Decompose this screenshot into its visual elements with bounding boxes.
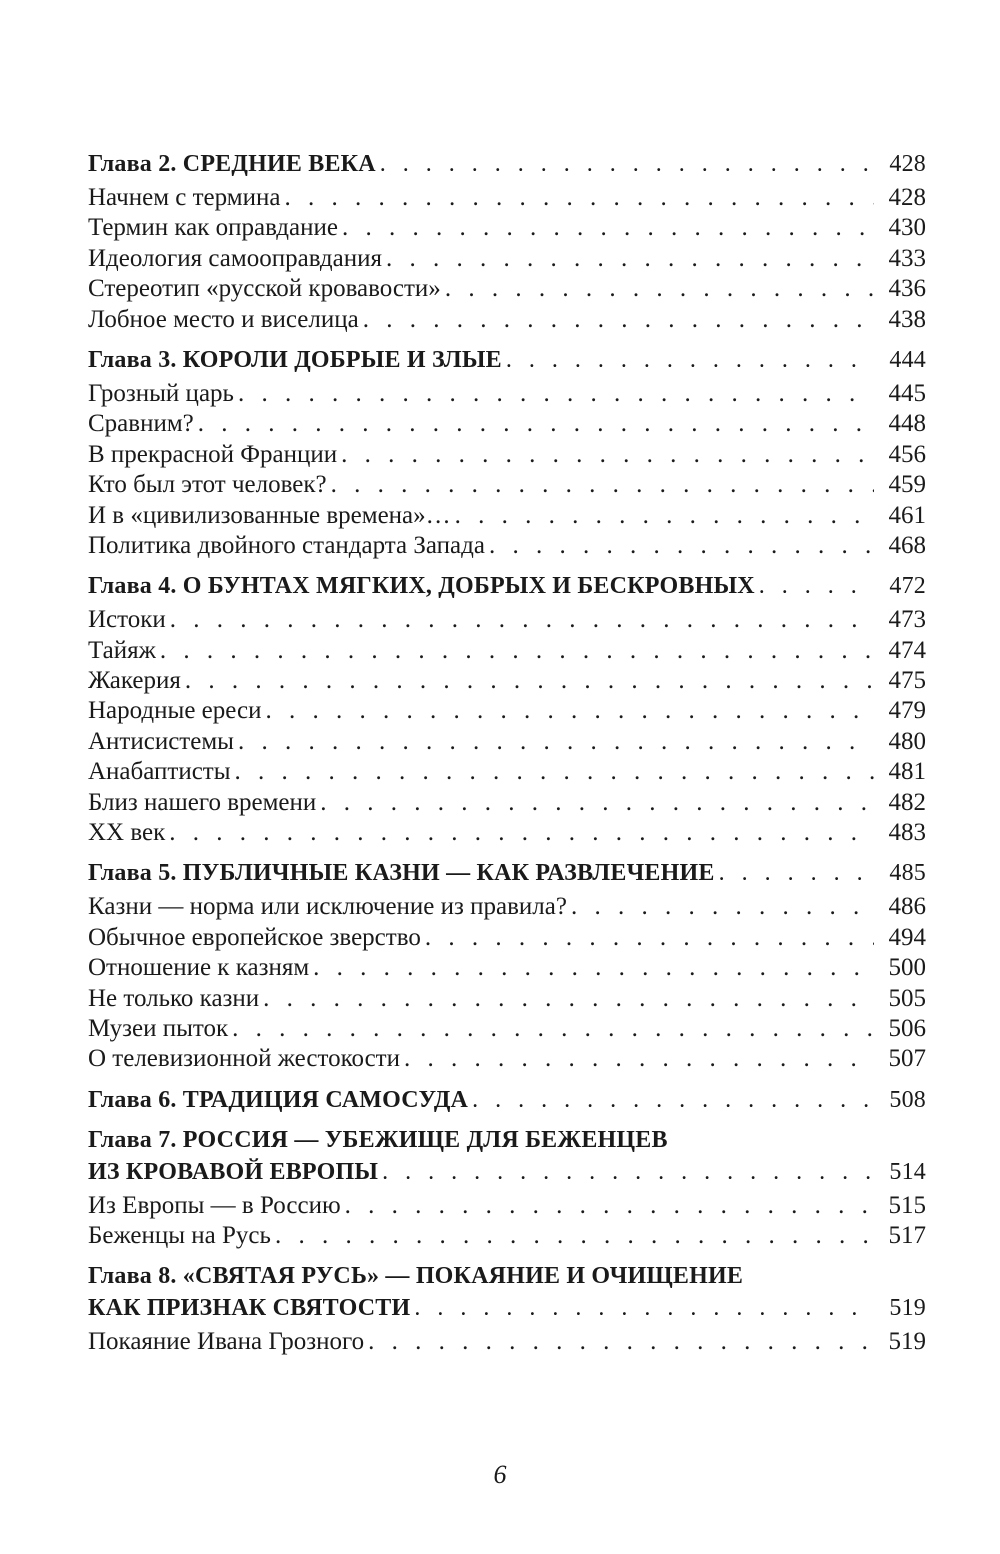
entry-page: 515 (888, 1191, 926, 1219)
entry-title: Народные ереси (88, 697, 262, 725)
entry-page: 500 (888, 954, 926, 982)
toc-entry[interactable] (88, 379, 926, 409)
dot-leader (263, 984, 874, 1014)
entry-title: Начнем с термина (88, 184, 281, 211)
dot-leader (380, 148, 874, 180)
dot-leader (170, 605, 874, 635)
entry-page: 448 (888, 410, 926, 438)
entry-title: О телевизионной жестокости (88, 1045, 400, 1073)
entry-title: Казни — норма или исключение из правила? (88, 893, 567, 921)
entry-title: Кто был этот человек? (88, 471, 327, 499)
table-of-contents (88, 148, 926, 1357)
toc-entry[interactable] (88, 1327, 926, 1357)
entry-page: 459 (888, 471, 926, 499)
entry-page: 494 (888, 923, 926, 951)
dot-leader (313, 953, 874, 983)
toc-entry[interactable] (88, 440, 926, 470)
dot-leader (472, 1084, 874, 1116)
entry-title: Беженцы на Русь (88, 1222, 271, 1250)
chapter-page: 472 (889, 573, 926, 600)
entry-title: Истоки (88, 606, 166, 634)
dot-leader (284, 183, 874, 213)
dot-leader (198, 409, 874, 439)
chapter-page: 508 (889, 1086, 926, 1113)
entry-title: Стереотип «русской кровавости» (88, 275, 441, 303)
chapter-title: КАК ПРИЗНАК СВЯТОСТИ (88, 1294, 411, 1321)
toc-entry[interactable] (88, 892, 926, 922)
toc-entry[interactable] (88, 244, 926, 274)
toc-chapter-6[interactable] (88, 1084, 926, 1116)
dot-leader (345, 1191, 874, 1221)
dot-leader (238, 727, 874, 757)
entry-title: Обычное европейское зверство (88, 923, 421, 951)
entry-page: 468 (888, 531, 926, 559)
entry-title: Близ нашего времени (88, 788, 317, 816)
toc-entry[interactable] (88, 923, 926, 953)
dot-leader (382, 1156, 874, 1188)
entry-title: Лобное место и виселица (88, 305, 359, 333)
toc-entry[interactable] (88, 531, 926, 561)
dot-leader (185, 666, 874, 696)
dot-leader (368, 1327, 874, 1357)
dot-leader (265, 696, 874, 726)
chapter-page: 519 (889, 1294, 926, 1321)
toc-entry[interactable] (88, 409, 926, 439)
entry-title: И в «цивилизованные времена»… (88, 501, 451, 529)
chapter-title: Глава 5. ПУБЛИЧНЫЕ КАЗНИ — КАК РАЗВЛЕЧЕНИЕ (88, 860, 715, 887)
entry-page: 445 (888, 379, 926, 407)
entry-title: Антисистемы (88, 727, 234, 755)
dot-leader (320, 788, 874, 818)
dot-leader (506, 344, 874, 376)
dot-leader (489, 531, 874, 561)
toc-entry[interactable] (88, 757, 926, 787)
chapter-page: 485 (889, 860, 926, 887)
toc-entry[interactable] (88, 305, 926, 335)
entry-page: 473 (888, 606, 926, 634)
entry-page: 475 (888, 667, 926, 695)
entry-page: 436 (888, 275, 926, 303)
page-number: 6 (493, 1460, 507, 1489)
toc-chapter-7[interactable] (88, 1156, 926, 1188)
entry-title: Не только казни (88, 984, 260, 1012)
toc-chapter-5[interactable] (88, 857, 926, 889)
entry-page: 505 (888, 984, 926, 1012)
toc-entry[interactable] (88, 953, 926, 983)
entry-title: Тайяж (88, 636, 156, 664)
dot-leader (342, 213, 874, 243)
entry-page: 483 (888, 819, 926, 847)
chapter-title: ИЗ КРОВАВОЙ ЕВРОПЫ (88, 1158, 379, 1185)
dot-leader (341, 440, 874, 470)
entry-page: 461 (888, 501, 926, 529)
toc-entry[interactable] (88, 666, 926, 696)
dot-leader (386, 244, 874, 274)
dot-leader (455, 501, 874, 531)
chapter-title: Глава 6. ТРАДИЦИЯ САМОСУДА (88, 1086, 469, 1113)
entry-page: 517 (888, 1222, 926, 1250)
chapter-title: Глава 2. СРЕДНИЕ ВЕКА (88, 151, 376, 177)
dot-leader (759, 570, 874, 602)
entry-page: 480 (888, 727, 926, 755)
entry-page: 481 (888, 758, 926, 786)
dot-leader (571, 892, 874, 922)
dot-leader (238, 379, 874, 409)
dot-leader (160, 636, 874, 666)
entry-page: 474 (888, 636, 926, 664)
toc-entry[interactable] (88, 788, 926, 818)
chapter-title: Глава 3. КОРОЛИ ДОБРЫЕ И ЗЛЫЕ (88, 346, 502, 373)
entry-page: 438 (888, 305, 926, 333)
entry-page: 482 (888, 788, 926, 816)
toc-entry[interactable] (88, 1044, 926, 1074)
dot-leader (404, 1044, 874, 1074)
toc-chapter-4[interactable] (88, 570, 926, 602)
toc-chapter-8[interactable] (88, 1292, 926, 1324)
entry-page: 456 (888, 440, 926, 468)
entry-title: Покаяние Ивана Грозного (88, 1327, 365, 1355)
entry-page: 519 (888, 1327, 926, 1355)
dot-leader (363, 305, 874, 335)
toc-entry[interactable] (88, 1014, 926, 1044)
toc-chapter-2[interactable] (88, 148, 926, 180)
entry-page: 430 (888, 214, 926, 242)
toc-entry[interactable] (88, 1191, 926, 1221)
entry-title: Политика двойного стандарта Запада (88, 531, 485, 559)
entry-title: Грозный царь (88, 379, 234, 407)
dot-leader (331, 470, 874, 500)
entry-title: Сравним? (88, 410, 194, 438)
toc-entry[interactable] (88, 183, 926, 213)
toc-entry[interactable] (88, 818, 926, 848)
dot-leader (425, 923, 874, 953)
dot-leader (232, 1014, 874, 1044)
dot-leader (445, 274, 874, 304)
toc-entry[interactable] (88, 727, 926, 757)
toc-entry[interactable] (88, 274, 926, 304)
entry-title: Идеология самооправдания (88, 244, 382, 272)
chapter-title: Глава 4. О БУНТАХ МЯГКИХ, ДОБРЫХ И БЕСКРОВНЫХ (88, 573, 755, 600)
entry-title: Жакерия (88, 667, 181, 695)
toc-entry[interactable] (88, 636, 926, 666)
toc-chapter-7-line1[interactable]: Глава 7. РОССИЯ — УБЕЖИЩЕ ДЛЯ БЕЖЕНЦЕВ (88, 1126, 668, 1153)
toc-entry[interactable] (88, 1221, 926, 1251)
entry-title: В прекрасной Франции (88, 440, 338, 468)
toc-entry[interactable] (88, 605, 926, 635)
chapter-page: 514 (889, 1158, 926, 1185)
entry-title: XX век (88, 819, 166, 847)
entry-title: Музеи пыток (88, 1014, 229, 1042)
dot-leader (275, 1221, 874, 1251)
chapter-page: 444 (889, 346, 926, 373)
chapter-page: 428 (889, 151, 926, 177)
dot-leader (235, 757, 874, 787)
entry-title: Термин как оправдание (88, 214, 338, 242)
entry-title: Анабаптисты (88, 758, 231, 786)
toc-chapter-3[interactable] (88, 344, 926, 376)
entry-title: Из Европы — в Россию (88, 1191, 341, 1219)
toc-entry[interactable] (88, 470, 926, 500)
entry-page: 433 (888, 244, 926, 272)
toc-entry[interactable] (88, 984, 926, 1014)
toc-chapter-8-line1[interactable]: Глава 8. «СВЯТАЯ РУСЬ» — ПОКАЯНИЕ И ОЧИЩЕНИЕ (88, 1262, 744, 1289)
entry-page: 428 (888, 184, 926, 211)
toc-entry[interactable] (88, 696, 926, 726)
entry-page: 506 (888, 1014, 926, 1042)
toc-entry[interactable] (88, 213, 926, 243)
toc-entry[interactable] (88, 501, 926, 531)
dot-leader (719, 857, 874, 889)
entry-page: 479 (888, 697, 926, 725)
entry-page: 486 (888, 893, 926, 921)
entry-title: Отношение к казням (88, 954, 310, 982)
dot-leader (169, 818, 874, 848)
entry-page: 507 (888, 1045, 926, 1073)
dot-leader (414, 1292, 874, 1324)
